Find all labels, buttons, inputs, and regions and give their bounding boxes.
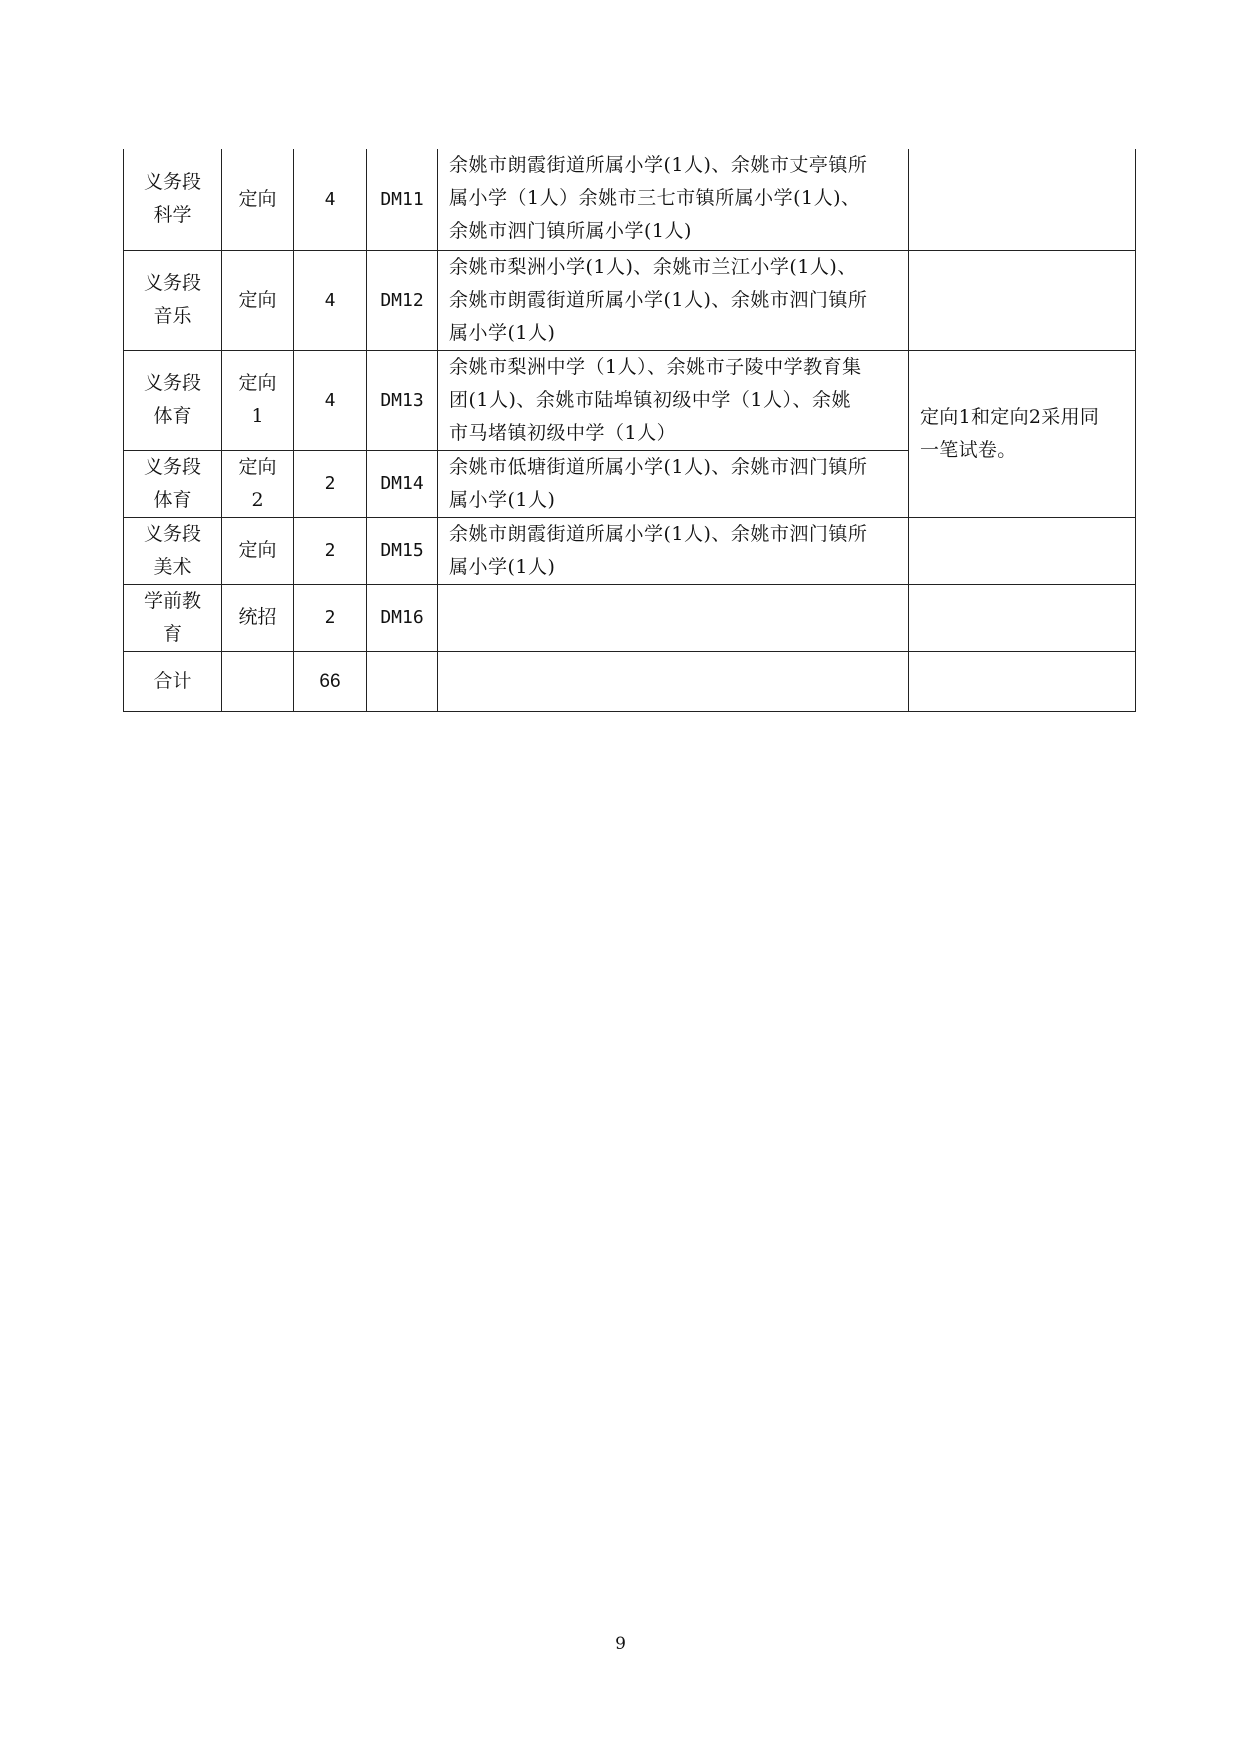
- subject-cell: [124, 450, 222, 517]
- note-line: 定向1和定向2采用同: [920, 405, 1100, 428]
- table-row: [124, 584, 1136, 651]
- type-text: 定向: [238, 455, 277, 478]
- sites-cell: [438, 517, 909, 584]
- code-cell: [367, 149, 438, 250]
- subject-line: 义务段: [143, 171, 201, 194]
- count-cell: [294, 350, 367, 450]
- type-text: 统招: [238, 606, 277, 628]
- sites-line: 余姚市朗霞街道所属小学(1人)、余姚市泗门镇所: [449, 522, 868, 545]
- sites-line: 属小学(1人): [449, 321, 556, 344]
- code-text: DM15: [380, 540, 424, 561]
- count-cell: [294, 250, 367, 350]
- note-cell-shared-exam: [909, 350, 1136, 517]
- type-text: 2: [251, 488, 264, 511]
- count-text: 4: [324, 389, 336, 411]
- type-cell: [222, 517, 294, 584]
- sites-line: 余姚市泗门镇所属小学(1人): [449, 220, 692, 242]
- code-cell: [367, 350, 438, 450]
- code-text: DM14: [380, 473, 424, 494]
- count-cell: [294, 584, 367, 651]
- sites-cell: [438, 350, 909, 450]
- count-text: 4: [324, 289, 336, 311]
- page-number: 9: [615, 1634, 626, 1654]
- sites-line: 属小学(1人): [449, 488, 556, 511]
- total-type-cell: [222, 651, 294, 711]
- type-cell: [222, 450, 294, 517]
- type-text: 定向: [238, 372, 277, 394]
- table-row: [124, 350, 1136, 450]
- subject-line: 义务段: [143, 372, 201, 394]
- sites-line: 属小学（1人）余姚市三七市镇所属小学(1人)、: [449, 187, 861, 209]
- total-count-cell: [294, 651, 367, 711]
- recruitment-table: [123, 149, 1136, 712]
- subject-cell: [124, 250, 222, 350]
- sites-line: 余姚市朗霞街道所属小学(1人)、余姚市泗门镇所: [449, 288, 868, 311]
- code-text: DM12: [380, 289, 424, 311]
- type-cell: [222, 149, 294, 250]
- count-text: 2: [324, 473, 336, 494]
- code-text: DM11: [380, 188, 424, 210]
- note-line: 一笔试卷。: [920, 438, 1017, 461]
- note-cell: [909, 149, 1136, 250]
- total-note-cell: [909, 651, 1136, 711]
- type-cell: [222, 350, 294, 450]
- subject-line: 科学: [153, 204, 192, 227]
- total-label-cell: [124, 651, 222, 711]
- subject-cell: [124, 584, 222, 651]
- note-cell: [909, 250, 1136, 350]
- sites-cell: [438, 584, 909, 651]
- subject-line: 体育: [153, 405, 192, 427]
- note-cell: [909, 517, 1136, 584]
- type-text: 1: [251, 405, 264, 427]
- count-text: 4: [324, 188, 336, 210]
- total-row: [124, 651, 1136, 711]
- sites-line: 余姚市梨洲小学(1人)、余姚市兰江小学(1人)、: [449, 255, 857, 278]
- subject-line: 美术: [153, 555, 192, 578]
- note-cell: [909, 584, 1136, 651]
- sites-line: 余姚市梨洲中学（1人）、余姚市子陵中学教育集: [449, 355, 862, 378]
- sites-line: 余姚市低塘街道所属小学(1人)、余姚市泗门镇所: [449, 455, 868, 478]
- table-row: [124, 149, 1136, 250]
- sites-cell: [438, 250, 909, 350]
- code-cell: [367, 517, 438, 584]
- code-cell: [367, 584, 438, 651]
- total-label: 合计: [153, 669, 192, 692]
- subject-cell: [124, 149, 222, 250]
- code-cell: [367, 250, 438, 350]
- subject-line: 体育: [153, 488, 192, 511]
- type-cell: [222, 584, 294, 651]
- type-cell: [222, 250, 294, 350]
- sites-line: 属小学(1人): [449, 555, 556, 578]
- sites-line: 市马堵镇初级中学（1人）: [449, 421, 677, 444]
- type-text: 定向: [238, 187, 277, 210]
- total-sites-cell: [438, 651, 909, 711]
- subject-line: 义务段: [143, 455, 201, 478]
- count-text: 2: [324, 607, 336, 628]
- total-code-cell: [367, 651, 438, 711]
- subject-cell: [124, 517, 222, 584]
- count-text: 2: [324, 540, 336, 561]
- subject-line: 义务段: [143, 272, 201, 294]
- table-row: [124, 517, 1136, 584]
- count-cell: [294, 450, 367, 517]
- subject-line: 音乐: [153, 305, 192, 327]
- type-text: 定向: [238, 288, 277, 311]
- type-text: 定向: [238, 539, 277, 561]
- total-count: 66: [319, 670, 341, 692]
- subject-cell: [124, 350, 222, 450]
- count-cell: [294, 517, 367, 584]
- subject-line: 育: [162, 622, 182, 645]
- code-text: DM16: [380, 607, 424, 628]
- sites-line: 团(1人)、余姚市陆埠镇初级中学（1人）、余姚: [449, 388, 852, 411]
- sites-cell: [438, 450, 909, 517]
- table-row: [124, 250, 1136, 350]
- code-cell: [367, 450, 438, 517]
- sites-cell: [438, 149, 909, 250]
- subject-line: 学前教: [143, 589, 201, 612]
- subject-line: 义务段: [143, 522, 201, 545]
- code-text: DM13: [380, 389, 424, 411]
- sites-line: 余姚市朗霞街道所属小学(1人)、余姚市丈亭镇所: [449, 154, 868, 176]
- count-cell: [294, 149, 367, 250]
